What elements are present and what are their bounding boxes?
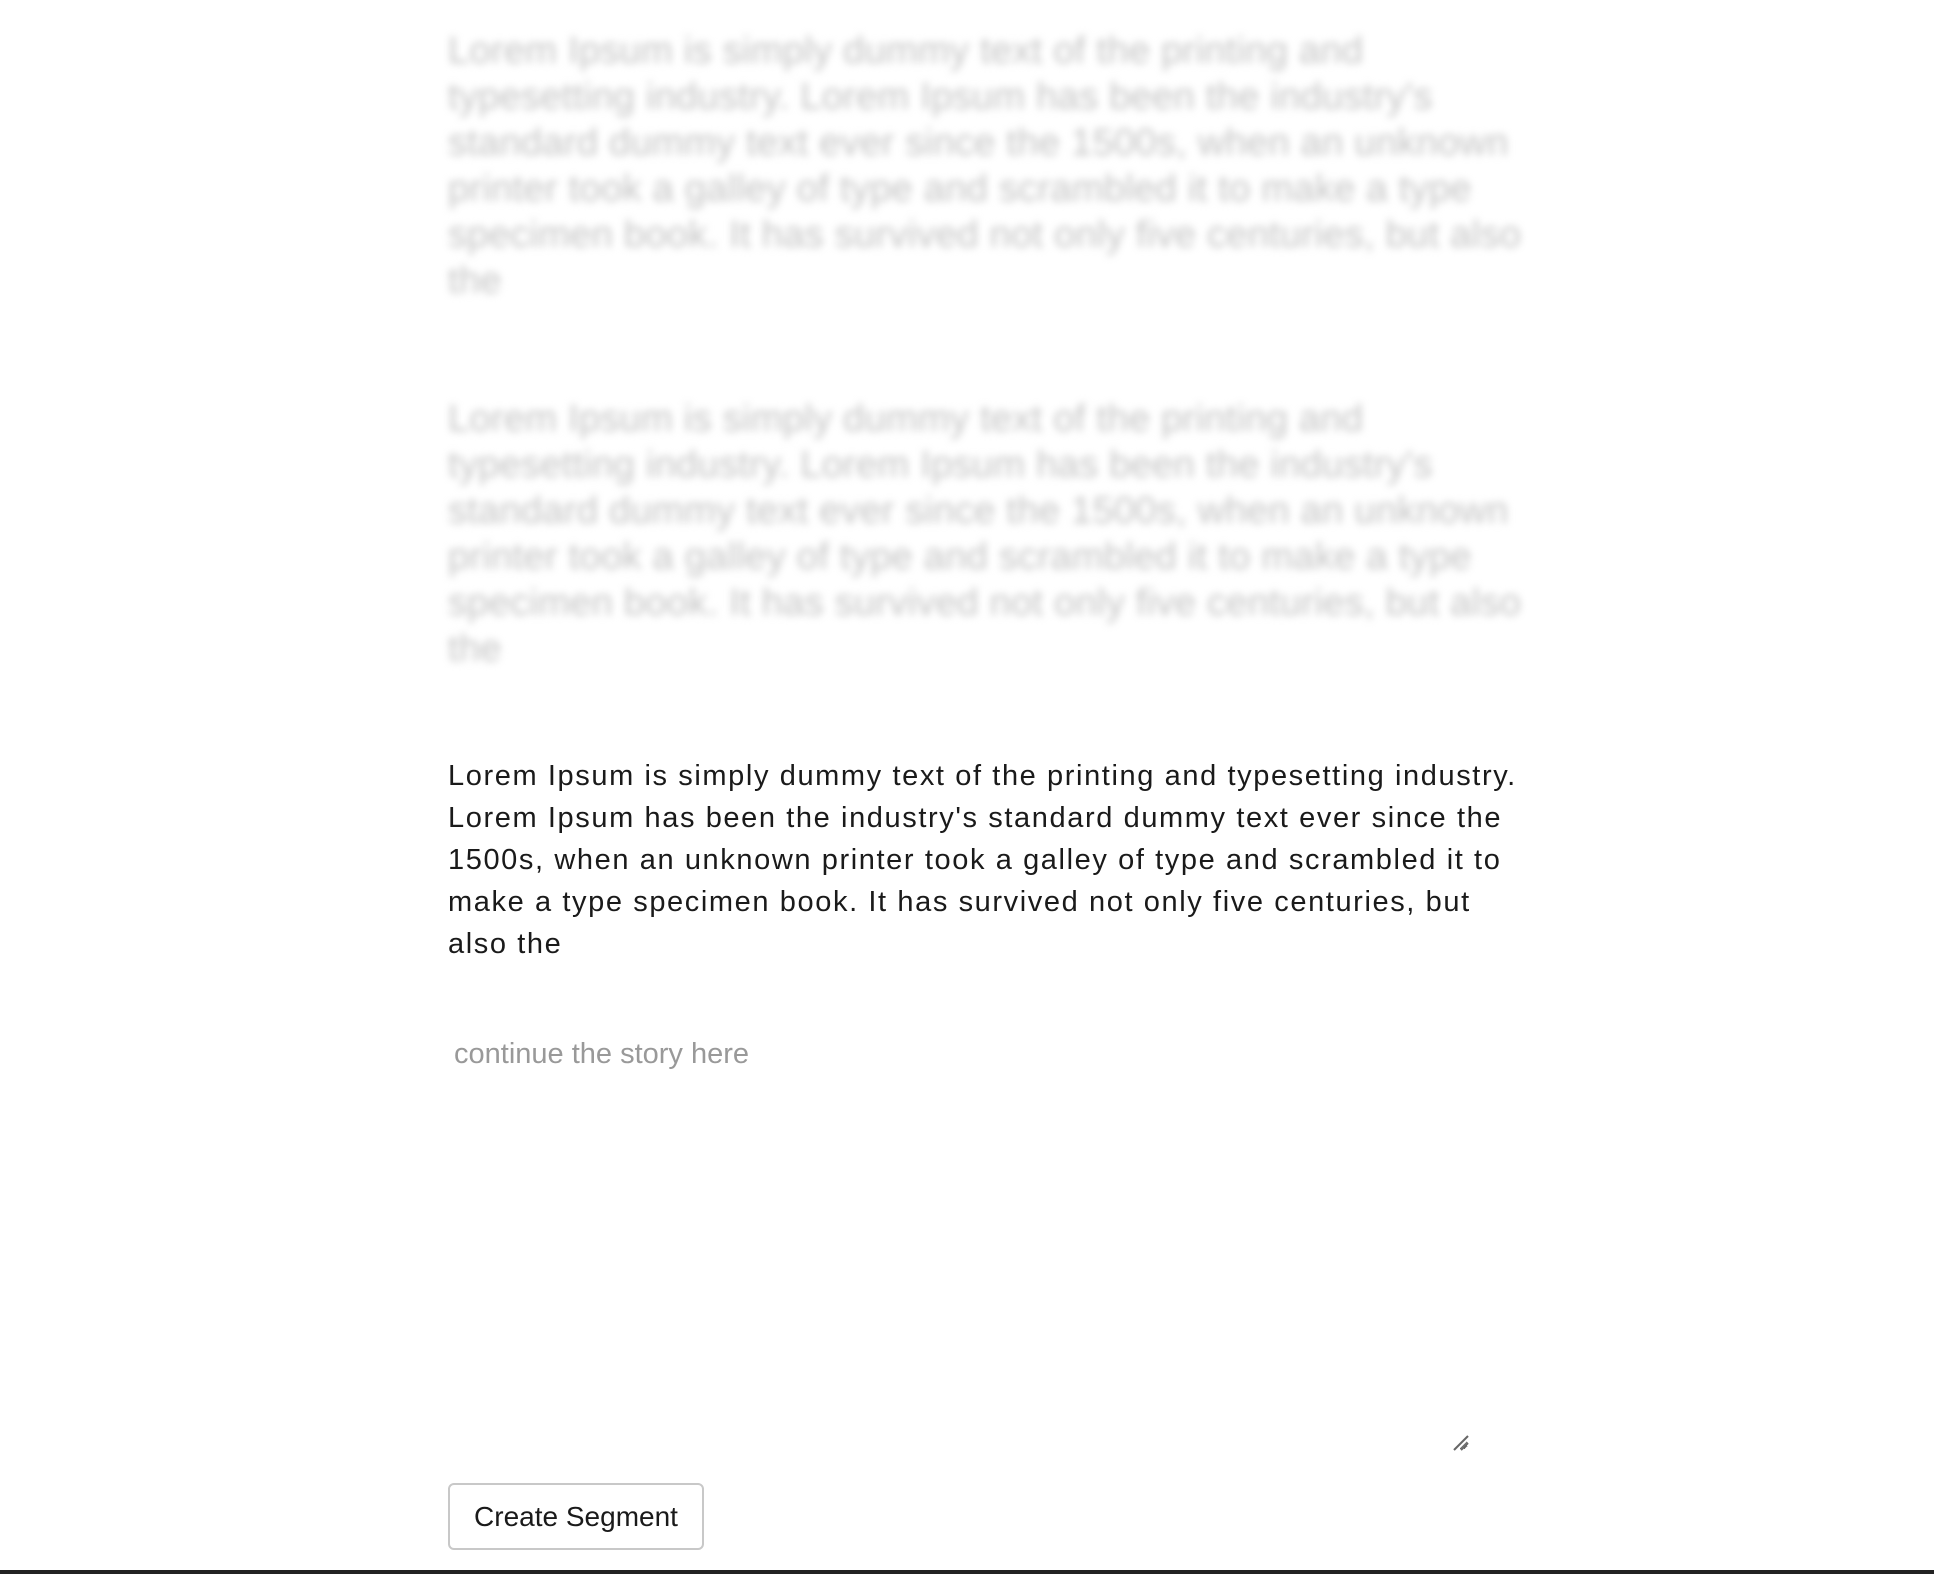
- previous-segment-blurred: Lorem Ipsum is simply dummy text of the printing and typesetting industry. Lorem Ipsum has been the industry's standard dummy text ever since the 1500s, when an unknown printer took a galley of type and scrambled it to make a type specimen book. It has survived not only five centuries, but also the: [448, 398, 1522, 670]
- continue-story-textarea[interactable]: [448, 1020, 1468, 1450]
- create-segment-button[interactable]: Create Segment: [448, 1483, 704, 1550]
- previous-segment-blurred: Lorem Ipsum is simply dummy text of the printing and typesetting industry. Lorem Ipsum has been the industry's standard dummy text ever since the 1500s, when an unknown printer took a galley of type and scrambled it to make a type specimen book. It has survived not only five centuries, but also the: [448, 30, 1522, 302]
- bottom-divider: [0, 1570, 1934, 1574]
- current-segment: Lorem Ipsum is simply dummy text of the printing and typesetting industry. Lorem Ipsum has been the industry's standard dummy text ever since the 1500s, when an unknown printer took a galley of type and scrambled it to make a type specimen book. It has survived not only five centuries, but also the: [448, 760, 1517, 960]
- resize-handle-icon[interactable]: [1450, 1432, 1470, 1452]
